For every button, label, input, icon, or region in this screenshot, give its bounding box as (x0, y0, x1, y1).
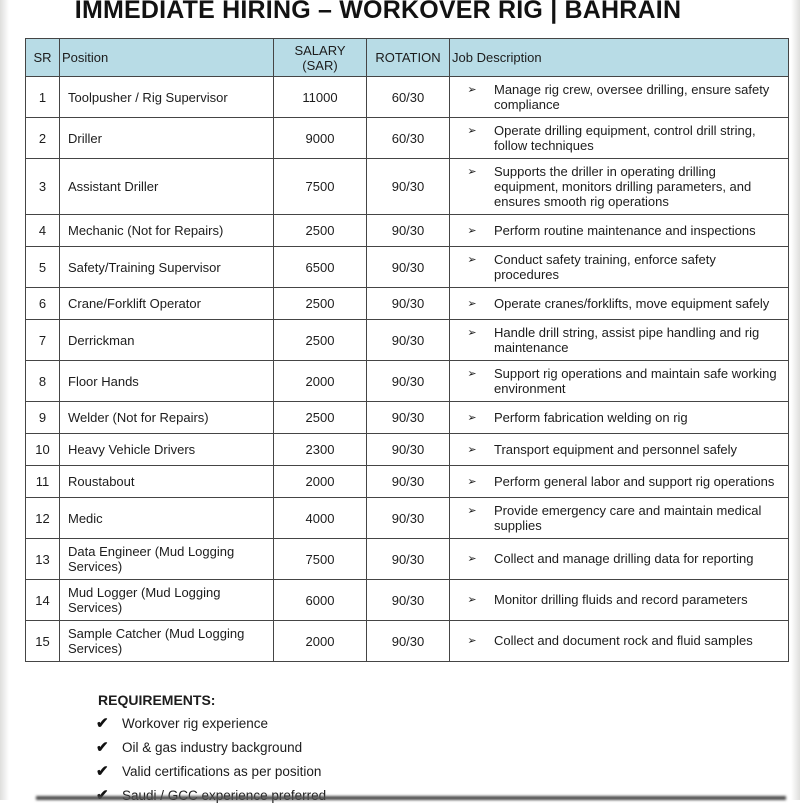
row-description-cell (450, 402, 789, 434)
row-rotation: 90/30 (367, 539, 450, 580)
table-row (26, 247, 789, 288)
row-description: Operate drilling equipment, control drill string, follow techniques (494, 123, 756, 153)
row-description-cell (450, 159, 789, 215)
header-salary-line2: (SAR) (302, 57, 338, 73)
row-salary: 11000 (274, 77, 367, 118)
row-description: Perform general labor and support rig operations (494, 473, 775, 489)
row-position: Welder (Not for Repairs) (60, 402, 274, 434)
row-sr: 1 (26, 77, 60, 118)
row-salary: 2500 (274, 215, 367, 247)
row-description: Operate cranes/forklifts, move equipment safely (494, 295, 770, 311)
row-rotation: 90/30 (367, 361, 450, 402)
arrow-bullet-icon: ➢ (467, 368, 477, 380)
row-description-cell (450, 247, 789, 288)
row-description: Perform routine maintenance and inspections (494, 222, 756, 238)
row-position: Mechanic (Not for Repairs) (60, 215, 274, 247)
arrow-bullet-icon: ➢ (467, 635, 477, 647)
check-icon: ✔ (96, 739, 109, 756)
row-description: Supports the driller in operating drilling equipment, monitors drilling parameters, and ensures smooth rig operations (494, 164, 752, 209)
row-rotation: 60/30 (367, 77, 450, 118)
row-description-cell (450, 215, 789, 247)
arrow-bullet-icon: ➢ (467, 475, 477, 488)
row-position: Derrickman (60, 320, 274, 361)
row-sr: 15 (26, 621, 60, 662)
table-header-row (26, 39, 789, 77)
row-rotation: 60/30 (367, 118, 450, 159)
row-position: Medic (60, 498, 274, 539)
table-row (26, 361, 789, 402)
arrow-bullet-icon: ➢ (467, 505, 477, 517)
row-sr: 2 (26, 118, 60, 159)
row-description: Perform fabrication welding on rig (494, 409, 688, 425)
row-description-cell (450, 118, 789, 159)
row-sr: 10 (26, 434, 60, 466)
row-position: Crane/Forklift Operator (60, 288, 274, 320)
row-salary: 2000 (274, 621, 367, 662)
row-sr: 5 (26, 247, 60, 288)
row-sr: 11 (26, 466, 60, 498)
row-description-cell (450, 288, 789, 320)
arrow-bullet-icon: ➢ (467, 224, 477, 237)
row-salary: 6000 (274, 580, 367, 621)
requirement-text: Valid certifications as per position (122, 764, 322, 779)
row-salary: 9000 (274, 118, 367, 159)
row-rotation: 90/30 (367, 320, 450, 361)
row-rotation: 90/30 (367, 402, 450, 434)
arrow-bullet-icon: ➢ (467, 166, 477, 178)
row-description: Support rig operations and maintain safe working environment (494, 366, 777, 396)
arrow-bullet-icon: ➢ (467, 443, 477, 456)
check-icon: ✔ (96, 715, 109, 732)
row-description-cell (450, 77, 789, 118)
row-description-cell (450, 466, 789, 498)
row-salary: 2000 (274, 466, 367, 498)
row-description-cell (450, 621, 789, 662)
row-salary: 7500 (274, 159, 367, 215)
arrow-bullet-icon: ➢ (467, 297, 477, 310)
row-description: Monitor drilling fluids and record parameters (494, 592, 748, 607)
cutoff-text-bar (36, 796, 786, 800)
arrow-bullet-icon: ➢ (467, 84, 477, 96)
row-description: Manage rig crew, oversee drilling, ensure safety compliance (494, 82, 770, 112)
requirements-heading: REQUIREMENTS: (98, 692, 216, 708)
row-position: Mud Logger (Mud Logging Services) (60, 580, 274, 621)
header-salary (274, 39, 367, 77)
table-row (26, 118, 789, 159)
row-sr: 3 (26, 159, 60, 215)
table-row (26, 498, 789, 539)
row-rotation: 90/30 (367, 215, 450, 247)
row-sr: 12 (26, 498, 60, 539)
row-description: Handle drill string, assist pipe handling and rig maintenance (494, 325, 760, 355)
row-salary: 2500 (274, 402, 367, 434)
check-icon: ✔ (96, 763, 109, 780)
row-position: Floor Hands (60, 361, 274, 402)
row-salary: 2300 (274, 434, 367, 466)
row-rotation: 90/30 (367, 498, 450, 539)
requirements-section (96, 692, 516, 810)
row-description: Provide emergency care and maintain medical supplies (494, 503, 762, 533)
row-sr: 4 (26, 215, 60, 247)
row-position: Safety/Training Supervisor (60, 247, 274, 288)
table-row (26, 159, 789, 215)
row-description-cell (450, 361, 789, 402)
row-sr: 8 (26, 361, 60, 402)
table-row (26, 466, 789, 498)
row-sr: 9 (26, 402, 60, 434)
table-row (26, 288, 789, 320)
row-rotation: 90/30 (367, 247, 450, 288)
photo-edge-left (0, 0, 9, 800)
page-title: IMMEDIATE HIRING – WORKOVER RIG | BAHRAIN (74, 0, 682, 24)
row-description: Conduct safety training, enforce safety procedures (494, 252, 716, 282)
row-description-cell (450, 539, 789, 580)
arrow-bullet-icon: ➢ (467, 254, 477, 266)
row-rotation: 90/30 (367, 159, 450, 215)
header-salary-line1: SALARY (294, 42, 346, 58)
photo-edge-right (791, 0, 800, 800)
row-salary: 6500 (274, 247, 367, 288)
row-position: Assistant Driller (60, 159, 274, 215)
row-rotation: 90/30 (367, 288, 450, 320)
row-description-cell (450, 320, 789, 361)
requirement-text: Oil & gas industry background (122, 740, 303, 755)
row-sr: 6 (26, 288, 60, 320)
header-rotation: ROTATION (367, 39, 450, 77)
table-row (26, 215, 789, 247)
row-description-cell (450, 434, 789, 466)
requirement-text: Workover rig experience (122, 716, 269, 731)
row-description-cell (450, 498, 789, 539)
row-salary: 2000 (274, 361, 367, 402)
arrow-bullet-icon: ➢ (467, 594, 477, 606)
table-row (26, 77, 789, 118)
table-row (26, 320, 789, 361)
row-sr: 13 (26, 539, 60, 580)
row-salary: 4000 (274, 498, 367, 539)
row-rotation: 90/30 (367, 580, 450, 621)
table-row (26, 539, 789, 580)
header-sr: SR (26, 39, 60, 77)
table-row (26, 580, 789, 621)
row-position: Heavy Vehicle Drivers (60, 434, 274, 466)
row-position: Sample Catcher (Mud Logging Services) (60, 621, 274, 662)
row-rotation: 90/30 (367, 434, 450, 466)
table-row (26, 434, 789, 466)
row-description: Collect and document rock and fluid samples (494, 633, 753, 648)
requirement-item (96, 762, 516, 780)
row-salary: 2500 (274, 288, 367, 320)
row-position: Toolpusher / Rig Supervisor (60, 77, 274, 118)
requirement-item (96, 714, 516, 732)
table-row (26, 621, 789, 662)
hiring-table (25, 38, 789, 662)
row-description-cell (450, 580, 789, 621)
header-job-description: Job Description (450, 39, 789, 77)
row-description: Collect and manage drilling data for reporting (494, 551, 754, 566)
row-description: Transport equipment and personnel safely (494, 441, 738, 457)
header-position: Position (60, 39, 274, 77)
row-position: Driller (60, 118, 274, 159)
check-icon (96, 786, 122, 804)
arrow-bullet-icon: ➢ (467, 411, 477, 424)
row-salary: 7500 (274, 539, 367, 580)
row-position: Data Engineer (Mud Logging Services) (60, 539, 274, 580)
row-rotation: 90/30 (367, 466, 450, 498)
arrow-bullet-icon: ➢ (467, 327, 477, 339)
row-salary: 2500 (274, 320, 367, 361)
requirement-item (96, 786, 516, 804)
table-row (26, 402, 789, 434)
requirements-list (96, 714, 516, 804)
row-rotation: 90/30 (367, 621, 450, 662)
row-sr: 7 (26, 320, 60, 361)
row-position: Roustabout (60, 466, 274, 498)
arrow-bullet-icon: ➢ (467, 553, 477, 565)
row-sr: 14 (26, 580, 60, 621)
requirement-item (96, 738, 516, 756)
arrow-bullet-icon: ➢ (467, 125, 477, 137)
